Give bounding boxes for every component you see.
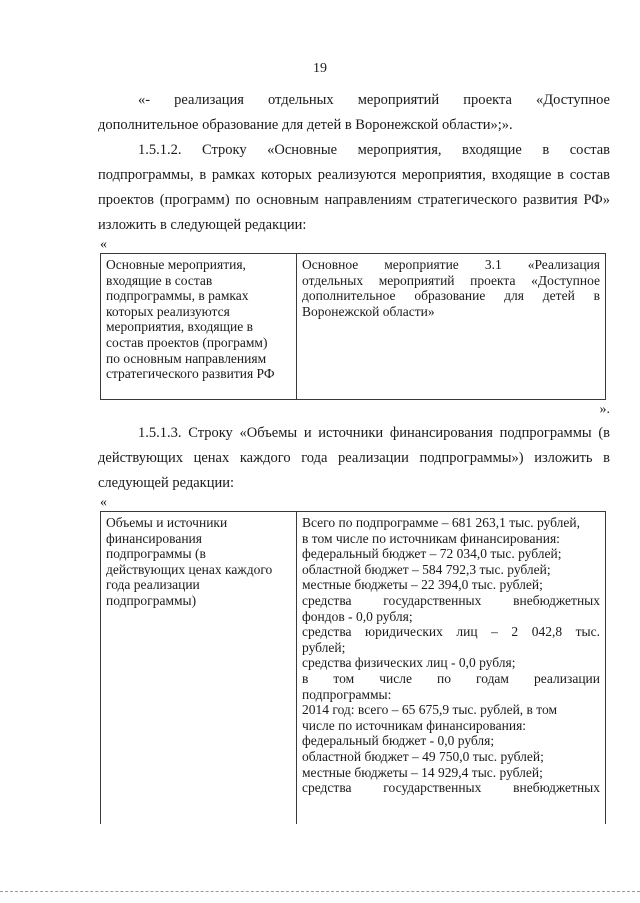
cell-line: подпрограммы): [106, 592, 197, 608]
cell-line: Всего по подпрограмме – 681 263,1 тыс. рублей,: [302, 515, 580, 530]
text-line: следующей редакции:: [98, 475, 235, 491]
cell-line: Основные мероприятия,: [106, 257, 246, 272]
cell-line: средства юридических лиц – 2 042,8 тыс.: [302, 624, 600, 640]
text-line: «- реализация отдельных мероприятий проекта «Доступное: [138, 92, 610, 108]
cell-line: федеральный бюджет - 0,0 рубля;: [302, 733, 495, 749]
page-number: 19: [313, 61, 327, 76]
cell-line: средства государственных внебюджетных: [302, 780, 600, 796]
cell-line: по основным направлениям: [106, 350, 267, 366]
text-line: дополнительное образование для детей в Воронежской области»;».: [98, 117, 513, 133]
text-line: 1.5.1.3. Строку «Объемы и источники финансирования подпрограммы (в: [138, 425, 610, 441]
cell-line: средства физических лиц - 0,0 рубля;: [302, 655, 516, 671]
table-cell-label: [101, 512, 297, 825]
cell-line: мероприятия, входящие в: [106, 319, 253, 335]
cell-line: стратегического развития РФ: [106, 366, 275, 382]
table-row: [101, 254, 606, 400]
cell-line: Объемы и источники: [106, 515, 228, 530]
paragraph-1: [98, 88, 610, 138]
text-line: действующих ценах каждого года реализации подпрограммы») изложить в: [98, 450, 610, 466]
table-cell-label: [101, 254, 297, 400]
cell-line: фондов - 0,0 рубля;: [302, 608, 413, 624]
cell-line: года реализации: [106, 577, 200, 593]
cell-line: областной бюджет – 49 750,0 тыс. рублей;: [302, 748, 544, 764]
cell-line: федеральный бюджет – 72 034,0 тыс. рублей;: [302, 546, 562, 562]
cell-line: рублей;: [302, 639, 346, 655]
table-main-activities: [100, 253, 606, 400]
cell-line: в том числе по источникам финансирования:: [302, 530, 560, 546]
cell-line: дополнительное образование для детей в: [302, 288, 600, 304]
cell-line: средства государственных внебюджетных: [302, 592, 600, 608]
cell-line: подпрограммы:: [302, 686, 392, 702]
text-line: изложить в следующей редакции:: [98, 217, 307, 233]
cell-line: местные бюджеты – 14 929,4 тыс. рублей;: [302, 764, 543, 780]
table-row: [101, 512, 606, 825]
page-bottom-edge: [0, 891, 640, 892]
cell-line: финансирования: [106, 530, 202, 546]
cell-line: областной бюджет – 584 792,3 тыс. рублей;: [302, 561, 551, 577]
text-line: 1.5.1.2. Строку «Основные мероприятия, входящие в состав: [138, 142, 610, 158]
cell-line: входящие в состав: [106, 272, 213, 288]
cell-line: 2014 год: всего – 65 675,9 тыс. рублей, в том: [302, 702, 558, 718]
opening-quote-1: «: [100, 237, 107, 252]
cell-line: Основное мероприятие 3.1 «Реализация: [302, 257, 600, 272]
cell-line: которых реализуются: [106, 303, 230, 319]
paragraph-3: [98, 421, 610, 496]
table-financing: [100, 511, 606, 824]
closing-quote-1: ».: [599, 402, 610, 417]
cell-line: подпрограммы, в рамках: [106, 288, 249, 304]
cell-line: действующих ценах каждого: [106, 561, 273, 577]
text-line: проектов (программ) по основным направлениям стратегического развития РФ»: [98, 192, 610, 208]
paragraph-2: [98, 138, 610, 238]
cell-line: в том числе по годам реализации: [302, 670, 600, 686]
cell-line: состав проектов (программ): [106, 334, 268, 350]
text-line: подпрограммы, в рамках которых реализуются мероприятия, входящие в состав: [98, 167, 610, 183]
cell-line: числе по источникам финансирования:: [302, 717, 527, 733]
cell-line: отдельных мероприятий проекта «Доступное: [302, 272, 600, 288]
cell-line: местные бюджеты – 22 394,0 тыс. рублей;: [302, 577, 543, 593]
cell-line: Воронежской области»: [302, 303, 435, 319]
table-cell-value: [297, 254, 606, 400]
table-cell-value: [297, 512, 606, 825]
cell-line: подпрограммы (в: [106, 546, 206, 562]
opening-quote-2: «: [100, 495, 107, 510]
